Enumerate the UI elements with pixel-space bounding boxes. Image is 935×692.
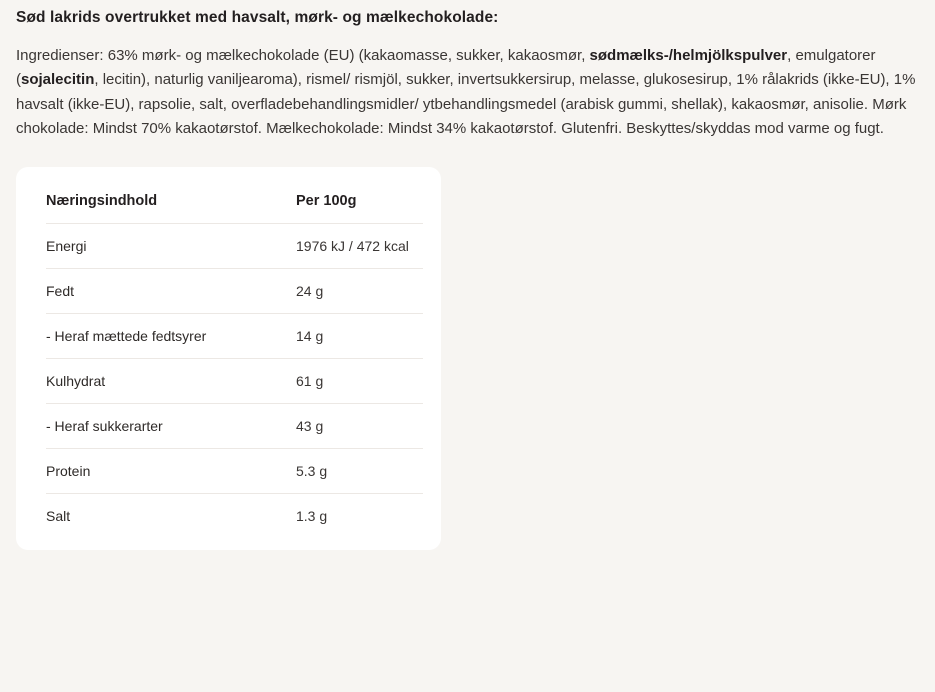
nutrition-row-label: Salt	[46, 494, 296, 539]
nutrition-row-value: 61 g	[296, 359, 423, 404]
nutrition-header-label: Næringsindhold	[46, 193, 158, 210]
nutrition-row-value: 43 g	[296, 404, 423, 449]
ingredient-segment-3: sojalecitin	[21, 71, 95, 89]
nutrition-row-label: Energi	[46, 224, 296, 269]
nutrition-row-value: 24 g	[296, 269, 423, 314]
nutrition-table-body	[46, 224, 423, 539]
nutrition-row-label: Fedt	[46, 269, 296, 314]
table-row	[46, 494, 423, 539]
nutrition-row-value: 14 g	[296, 314, 423, 359]
ingredient-segment-4: , lecitin), naturlig vaniljearoma), rismel/ rismjöl, sukker, invertsukkersirup, melasse, glukosesirup, 1% rålakrids (ikke-EU), 1% havsalt (ikke-EU), rapsolie, salt, overfladebehandlingsmidler/ ytbehandlingsmedel (arabisk gummi, shellak), kakaosmør, anisolie. Mørk chokolade: Mindst 70% kakaotørstof. Mælkechokolade: Mindst 34% kakaotørstof. Glutenfri. Beskyttes/skyddas mod varme og fugt.	[16, 71, 916, 138]
ingredient-segment-0: Ingredienser: 63% mørk- og mælkechokolade (EU) (kakaomasse, sukker, kakaosmør,	[16, 47, 590, 65]
table-row	[46, 449, 423, 494]
product-title: Sød lakrids overtrukket med havsalt, mørk- og mælkechokolade:	[16, 9, 499, 26]
nutrition-row-value: 5.3 g	[296, 449, 423, 494]
nutrition-row-label: - Heraf sukkerarter	[46, 404, 296, 449]
nutrition-table	[46, 181, 423, 538]
nutrition-card-inner	[34, 181, 423, 538]
table-row	[46, 269, 423, 314]
table-row	[46, 404, 423, 449]
nutrition-row-label: Protein	[46, 449, 296, 494]
table-row	[46, 224, 423, 269]
nutrition-table-head	[46, 181, 423, 224]
nutrition-row-value: 1976 kJ / 472 kcal	[296, 224, 423, 269]
nutrition-header-row	[46, 181, 423, 224]
nutrition-row-label: Kulhydrat	[46, 359, 296, 404]
nutrition-row-value: 1.3 g	[296, 494, 423, 539]
ingredient-segment-1: sødmælks-/helmjölkspulver	[589, 47, 788, 65]
ingredients-paragraph	[16, 44, 919, 141]
ingredient-segment-2: , emulgatorer (	[16, 47, 876, 89]
nutrition-row-label: - Heraf mættede fedtsyrer	[46, 314, 296, 359]
table-row	[46, 314, 423, 359]
nutrition-header-value: Per 100g	[296, 193, 357, 210]
nutrition-card	[16, 167, 441, 550]
table-row	[46, 359, 423, 404]
